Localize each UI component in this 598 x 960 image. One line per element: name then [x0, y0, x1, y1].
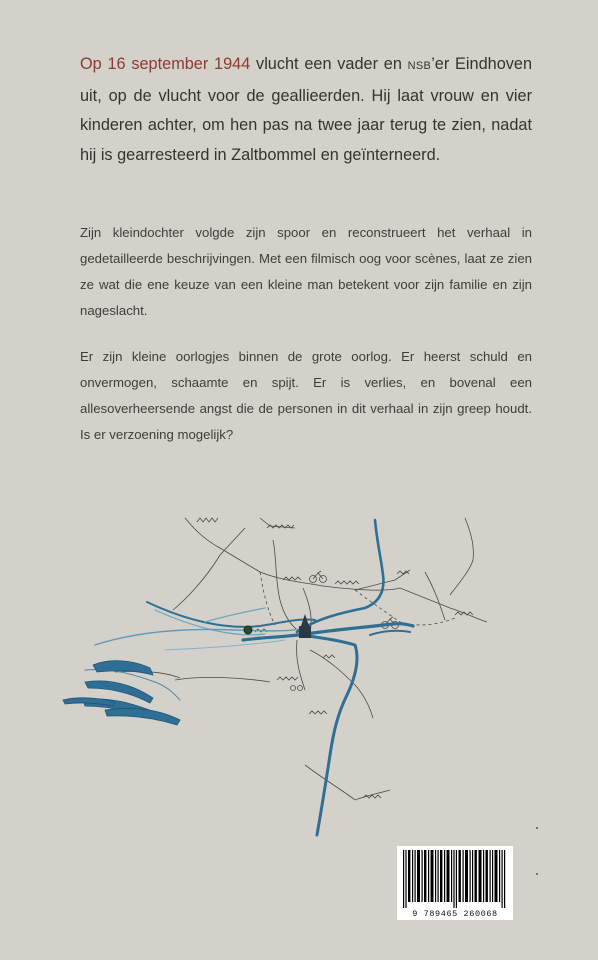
- blurb-paragraph-2: Er zijn kleine oorlogjes binnen de grote oorlog. Er heerst schuld en onvermogen, schaamte en spijt. Er is verlies, en bovenal een allesoverheersende angst die de personen in dit verhaal in zijn greep houdt. Is er verzoening mogelijk?: [80, 349, 532, 442]
- hand-drawn-map-illustration: [55, 500, 515, 840]
- lead-nsb: NSB: [407, 60, 432, 72]
- lead-paragraph: [80, 50, 532, 170]
- lead-text-2: ’er Eindhoven uit, op de vlucht voor de geallieerden. Hij laat vrouw en vier kinderen achter, om hen pas na twee jaar terug te zien, nadat hij is gearresteerd in Zaltbommel en geïnterneerd.: [80, 55, 532, 164]
- barcode-bars: [401, 850, 509, 908]
- corner-mark: [536, 827, 538, 829]
- lead-text-1: vlucht een vader en: [250, 55, 408, 73]
- isbn-barcode: [397, 846, 513, 920]
- isbn-number: 9 789465 260068: [412, 909, 498, 919]
- corner-mark: [536, 873, 538, 875]
- blurb-paragraph-1: Zijn kleindochter volgde zijn spoor en reconstrueert het verhaal in gedetailleerde beschrijvingen. Met een filmisch oog voor scènes, laat ze zien ze wat die ene keuze van een kleine man betekent voor zijn familie en zijn nageslacht.: [80, 225, 532, 318]
- lead-date: Op 16 september 1944: [80, 55, 251, 73]
